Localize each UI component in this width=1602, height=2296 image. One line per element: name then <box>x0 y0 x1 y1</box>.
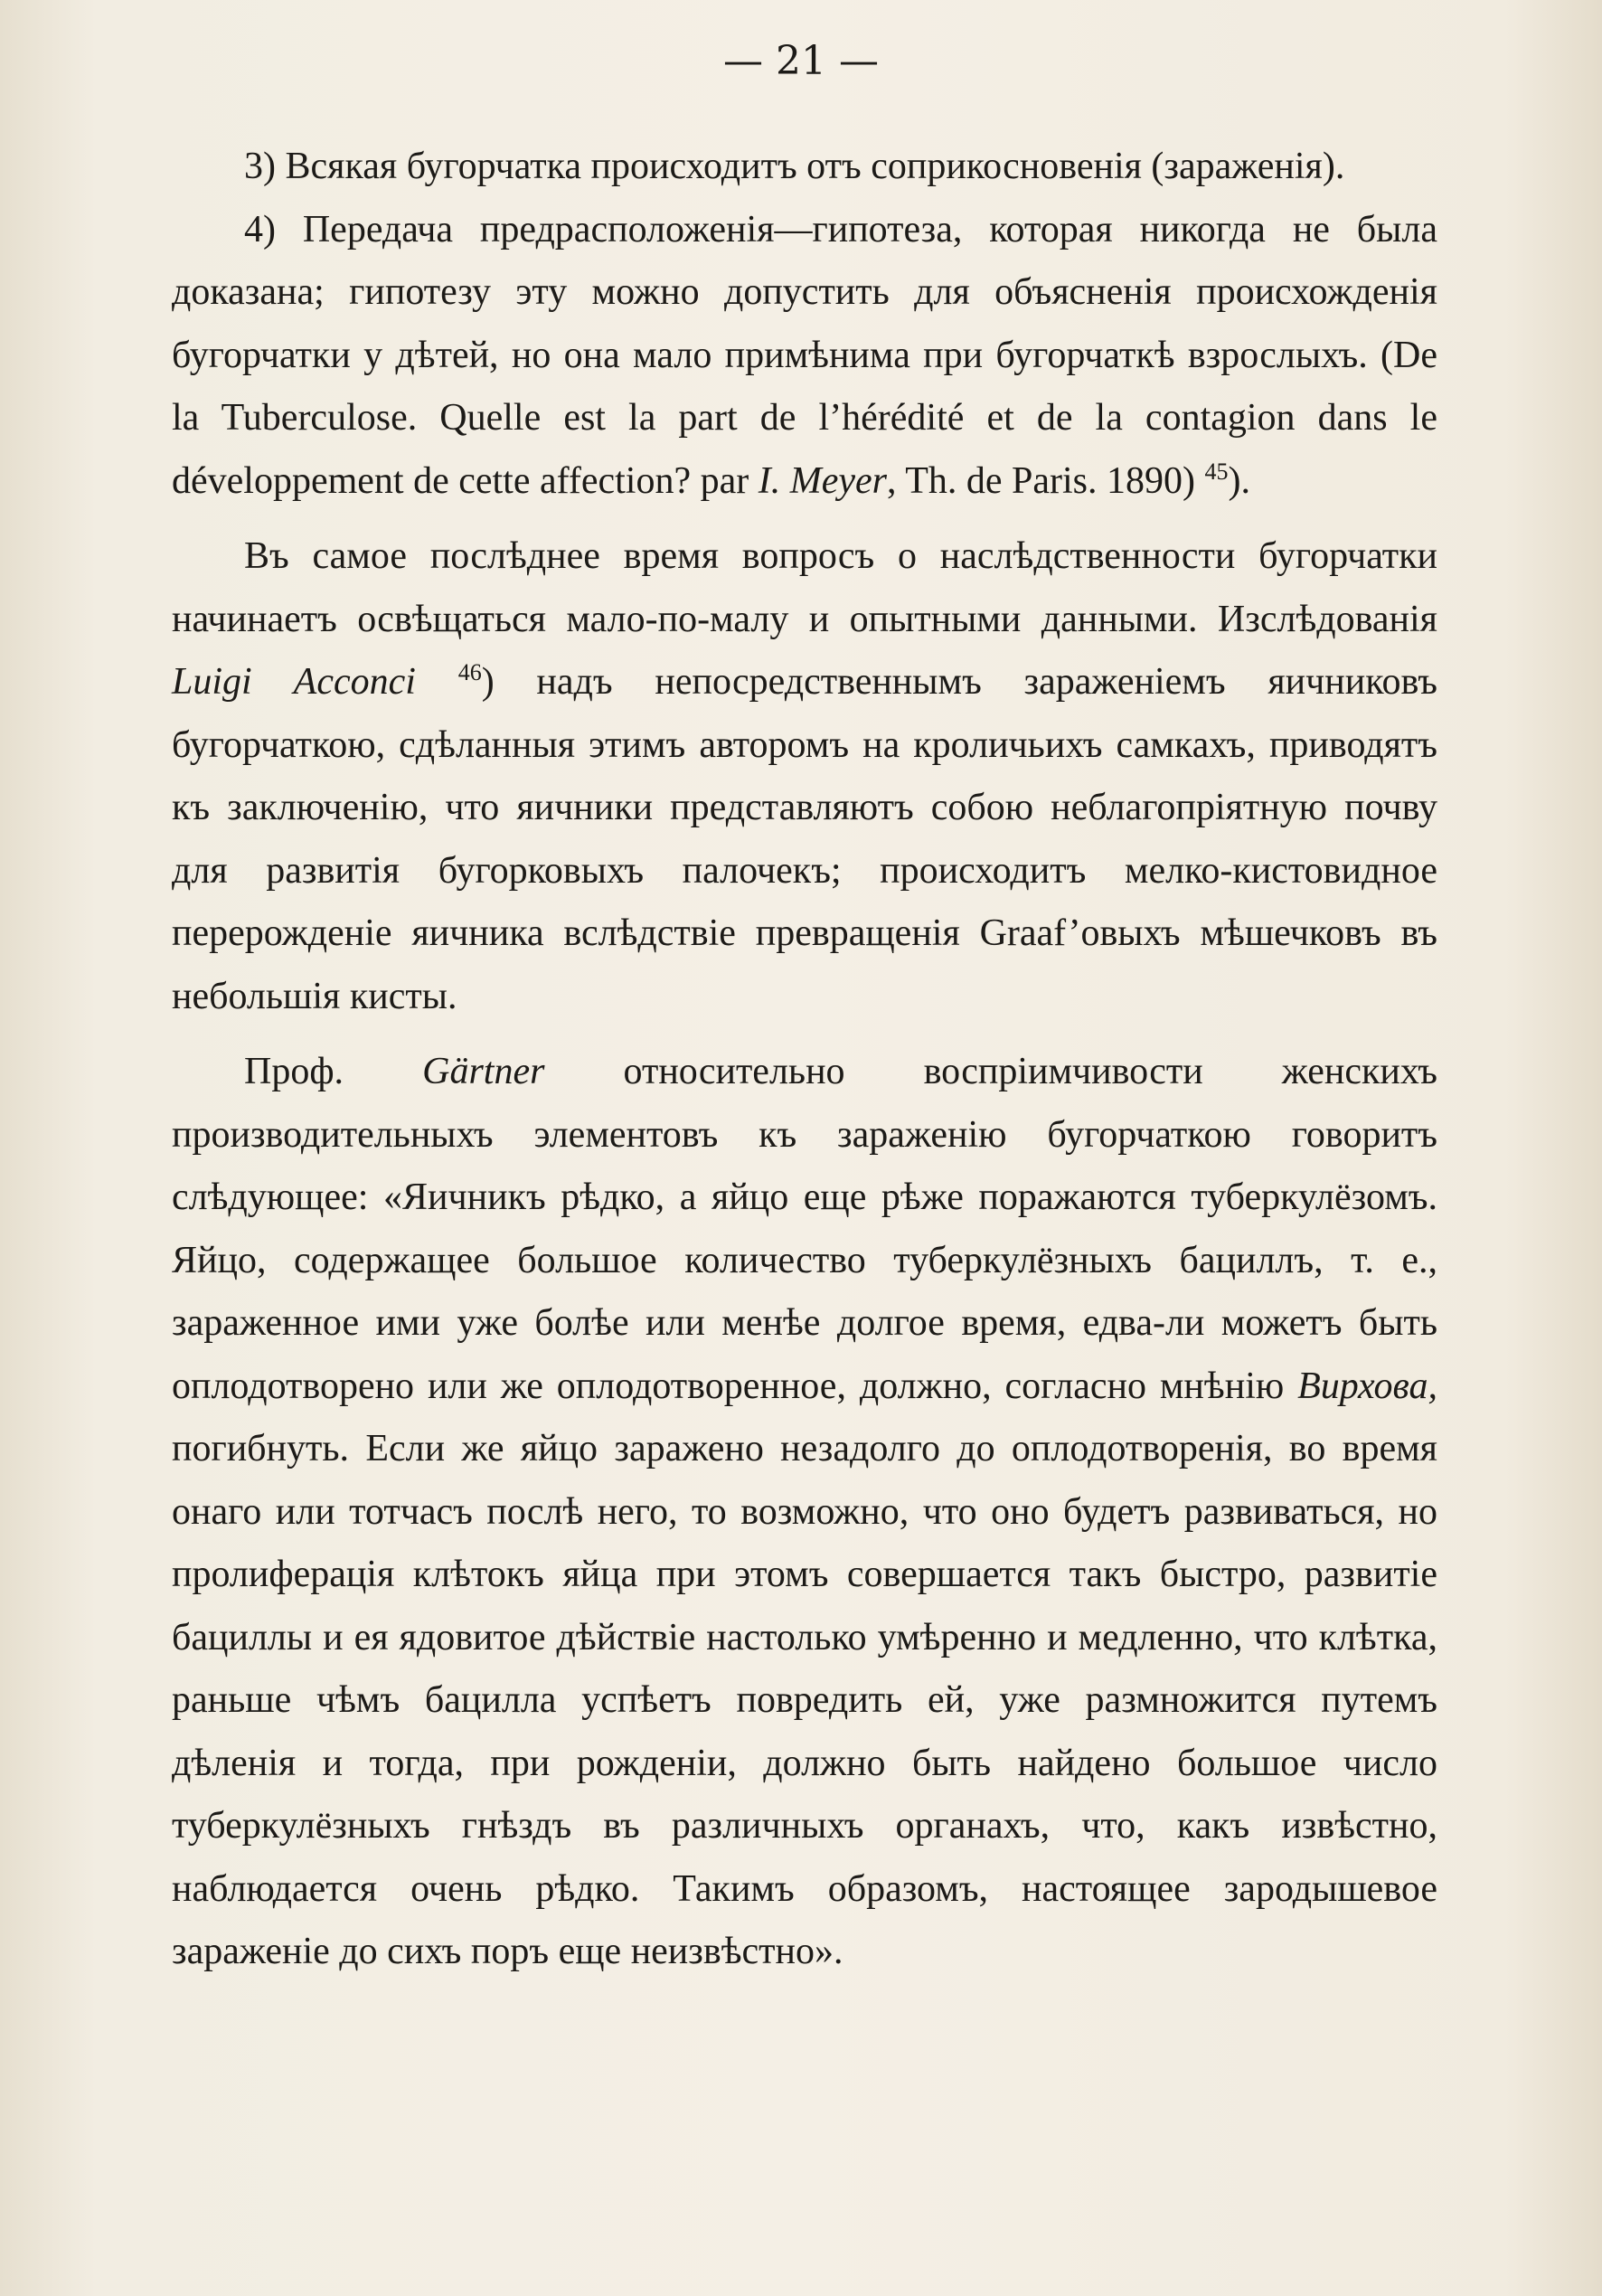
paragraph-2-text-c: ). <box>1228 459 1251 502</box>
paragraph-1-text: 3) Всякая бугорчатка происходитъ отъ соприкосновенія (зараженія). <box>244 146 1345 187</box>
paragraph-4-text-b: относительно воспріимчивости женскихъ производительныхъ элементовъ къ зараженію бугорчаткою говоритъ слѣдующее: «Яичникъ рѣдко, а яйцо еще рѣже поражаются туберкулёзомъ. Яйцо, содержащее большое количество туберкулёзныхъ бациллъ, т. е., зараженное ими уже болѣе или менѣе долгое время, едва-ли можетъ быть оплодотворено или же оплодотворенное, должно, согласно мнѣнію <box>172 1051 1437 1407</box>
paragraph-3-text-a: Въ самое послѣднее время вопросъ о наслѣдственности бугорчатки начинаетъ освѣщаться мало-по-малу и опытными данными. Изслѣдованія <box>172 535 1437 640</box>
footnote-ref-46: 46 <box>457 659 482 685</box>
paragraph-4-text-a: Проф. <box>244 1051 423 1092</box>
body-text <box>172 136 1437 1984</box>
paragraph-4-text-c: погибнуть. Если же яйцо заражено незадолго до оплодотворенія, во время онаго или тотчасъ послѣ него, то возможно, что оно будетъ развиваться, но пролиферація клѣтокъ яйца при этомъ совершается такъ быстро, развитіе бациллы и ея ядовитое дѣйствіе настолько умѣренно и медленно, что клѣтка, раньше чѣмъ бацилла успѣетъ повредить ей, уже размножится путемъ дѣленія и тогда, при рожденіи, должно быть найдено большое число туберкулёзныхъ гнѣздъ въ различныхъ органахъ, что, какъ извѣстно, наблюдается очень рѣдко. Такимъ образомъ, настоящее зародышевое зараженіе до сихъ поръ еще неизвѣстно». <box>172 1428 1437 1972</box>
author-gaertner: Gärtner <box>422 1051 545 1092</box>
paragraph-2-text-b: , Th. de Paris. 1890) <box>886 459 1196 502</box>
page-number: — 21 — <box>723 38 879 84</box>
paragraph-4 <box>172 1041 1437 1984</box>
author-acconci: Luigi Acconci <box>172 661 416 703</box>
paragraph-1 <box>172 136 1437 199</box>
paragraph-3-text-b: ) надъ непосредственнымъ зараженіемъ яичниковъ бугорчаткою, сдѣланныя этимъ авторомъ на кроличьихъ самкахъ, приводятъ къ заключенію, что яичники представляютъ собою неблагопріятную почву для развитія бугорковыхъ палочекъ; происходитъ мелко-кистовидное перерожденіе яичника вслѣдствіе превращенія Graaf’овыхъ мѣшечковъ въ небольшія кисты. <box>172 661 1437 1017</box>
author-virchow: Вирхова, <box>1297 1365 1437 1407</box>
paragraph-2 <box>172 199 1437 514</box>
author-meyer: I. Meyer <box>758 459 887 502</box>
footnote-ref-45: 45 <box>1204 458 1229 485</box>
paragraph-2-text-a: 4) Передача предрасположенія—гипотеза, которая никогда не была доказана; гипотезу эту можно допустить для объясненія происхожденія бугорчатки у дѣтей, но она мало примѣнима при бугорчаткѣ взрослыхъ. (De la Tuberculose. Quelle est la part de l’hérédité et de la contagion dans le développement de cette affection? par <box>172 208 1437 502</box>
paragraph-3 <box>172 525 1437 1028</box>
